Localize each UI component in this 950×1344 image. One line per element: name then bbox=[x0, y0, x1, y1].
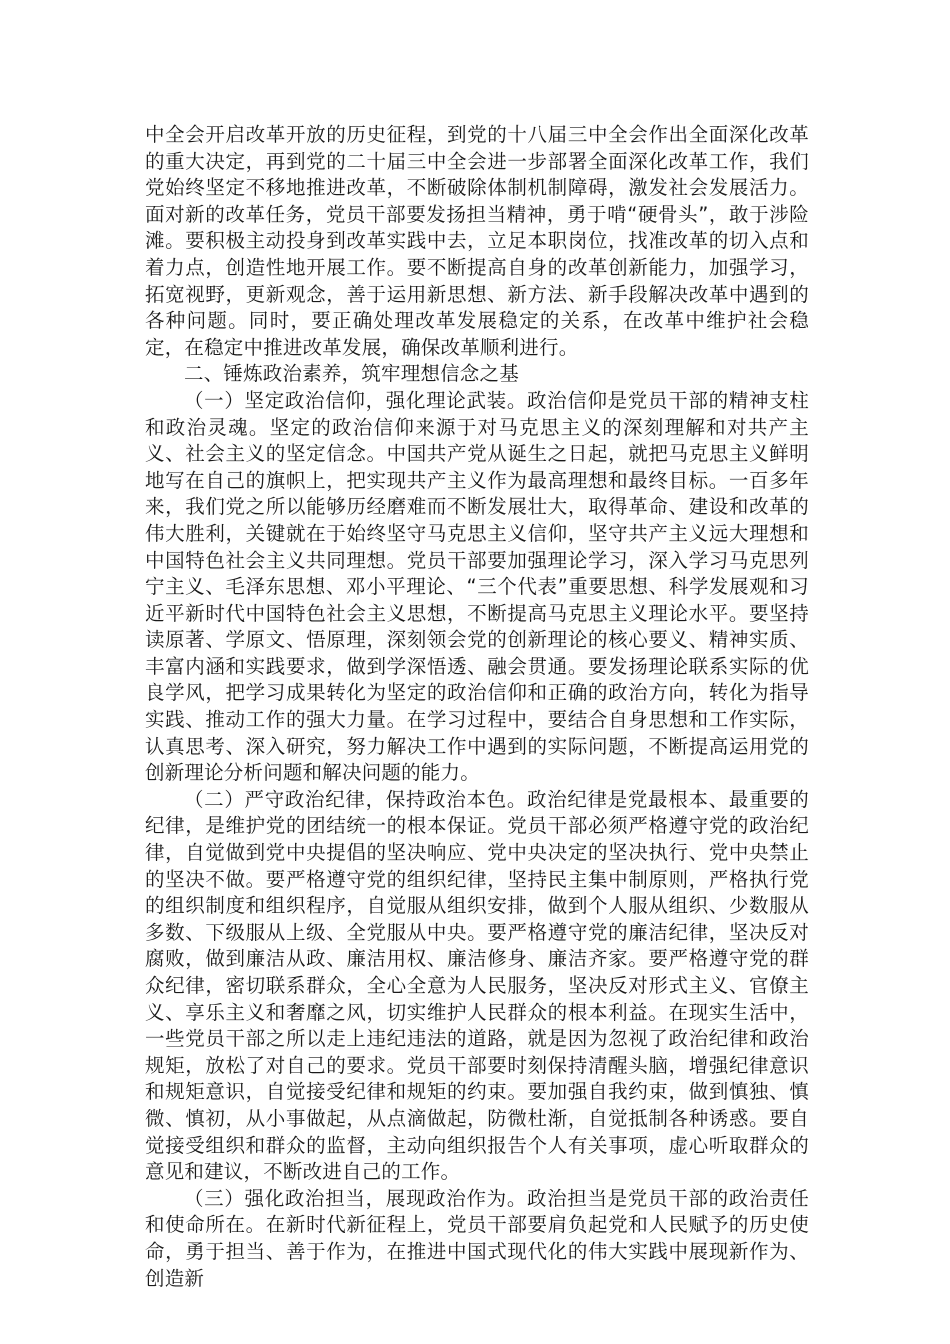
document-page bbox=[145, 122, 809, 1292]
paragraph-political-responsibility: （三）强化政治担当，展现政治作为。政治担当是党员干部的政治责任和使命所在。在新时代新征程上，党员干部要肩负起党和人民赋予的历史使命，勇于担当、善于作为，在推进中国式现代化的伟大实践中展现新作为、创造新 bbox=[145, 1186, 809, 1290]
paragraph-reform-continuation: 中全会开启改革开放的历史征程，到党的十八届三中全会作出全面深化改革的重大决定，再到党的二十届三中全会进一步部署全面深化改革工作，我们党始终坚定不移地推进改革，不断破除体制机制障碍，激发社会发展活力。面对新的改革任务，党员干部要发扬担当精神，勇于啃“硬骨头”，敢于涉险滩。要积极主动投身到改革实践中去，立足本职岗位，找准改革的切入点和着力点，创造性地开展工作。要不断提高自身的改革创新能力，加强学习，拓宽视野，更新观念，善于运用新思想、新方法、新手段解决改革中遇到的各种问题。同时，要正确处理改革发展稳定的关系，在改革中维护社会稳定，在稳定中推进改革发展，确保改革顺利进行。 bbox=[145, 123, 809, 359]
section-heading-political-literacy: 二、锤炼政治素养，筑牢理想信念之基 bbox=[184, 362, 519, 386]
paragraph-political-faith: （一）坚定政治信仰，强化理论武装。政治信仰是党员干部的精神支柱和政治灵魂。坚定的政治信仰来源于对马克思主义的深刻理解和对共产主义、社会主义的坚定信念。中国共产党从诞生之日起，就把马克思主义鲜明地写在自己的旗帜上，把实现共产主义作为最高理想和最终目标。一百多年来，我们党之所以能够历经磨难而不断发展壮大，取得革命、建设和改革的伟大胜利，关键就在于始终坚守马克思主义信仰，坚守共产主义远大理想和中国特色社会主义共同理想。党员干部要加强理论学习，深入学习马克思列宁主义、毛泽东思想、邓小平理论、“三个代表”重要思想、科学发展观和习近平新时代中国特色社会主义思想，不断提高马克思主义理论水平。要坚持读原著、学原文、悟原理，深刻领会党的创新理论的核心要义、精神实质、丰富内涵和实践要求，做到学深悟透、融会贯通。要发扬理论联系实际的优良学风，把学习成果转化为坚定的政治信仰和正确的政治方向，转化为指导实践、推动工作的强大力量。在学习过程中，要结合自身思想和工作实际，认真思考、深入研究，努力解决工作中遇到的实际问题，不断提高运用党的创新理论分析问题和解决问题的能力。 bbox=[145, 388, 809, 785]
paragraph-political-discipline: （二）严守政治纪律，保持政治本色。政治纪律是党最根本、最重要的纪律，是维护党的团结统一的根本保证。党员干部必须严格遵守党的政治纪律，自觉做到党中央提倡的坚决响应、党中央决定的坚决执行、党中央禁止的坚决不做。要严格遵守党的组织纪律，坚持民主集中制原则，严格执行党的组织制度和组织程序，自觉服从组织安排，做到个人服从组织、少数服从多数、下级服从上级、全党服从中央。要严格遵守党的廉洁纪律，坚决反对腐败，做到廉洁从政、廉洁用权、廉洁修身、廉洁齐家。要严格遵守党的群众纪律，密切联系群众，全心全意为人民服务，坚决反对形式主义、官僚主义、享乐主义和奢靡之风，切实维护人民群众的根本利益。在现实生活中，一些党员干部之所以走上违纪违法的道路，就是因为忽视了政治纪律和政治规矩，放松了对自己的要求。党员干部要时刻保持清醒头脑，增强纪律意识和规矩意识，自觉接受纪律和规矩的约束。要加强自我约束，做到慎独、慎微、慎初，从小事做起，从点滴做起，防微杜渐，自觉抵制各种诱惑。要自觉接受组织和群众的监督，主动向组织报告个人有关事项，虚心听取群众的意见和建议，不断改进自己的工作。 bbox=[145, 787, 809, 1184]
